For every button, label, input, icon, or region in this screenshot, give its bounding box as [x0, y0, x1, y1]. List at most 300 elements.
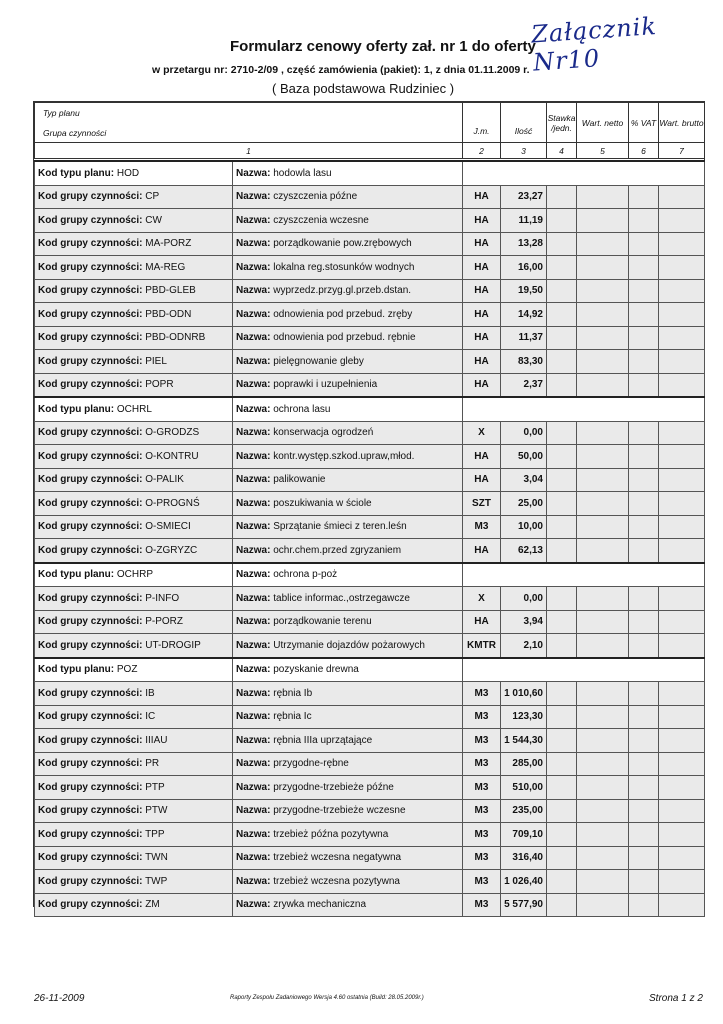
- vat-cell[interactable]: [629, 823, 659, 847]
- vat-cell[interactable]: [629, 893, 659, 917]
- net-value-cell[interactable]: [577, 185, 629, 209]
- rate-cell[interactable]: [547, 515, 577, 539]
- vat-cell[interactable]: [629, 846, 659, 870]
- name-value: Sprzątanie śmieci z teren.leśn: [273, 521, 407, 533]
- rate-cell[interactable]: [547, 279, 577, 303]
- name-cell: [233, 515, 463, 539]
- unit-cell: HA: [463, 209, 501, 233]
- code-cell: [35, 705, 233, 729]
- gross-value-cell[interactable]: [659, 682, 705, 706]
- vat-cell[interactable]: [629, 209, 659, 233]
- code-value: MA-PORZ: [145, 238, 192, 250]
- code-value: O-PALIK: [145, 474, 184, 486]
- unit-cell: HA: [463, 232, 501, 256]
- code-cell: [35, 563, 233, 587]
- name-cell: [233, 610, 463, 634]
- rate-cell[interactable]: [547, 373, 577, 397]
- rate-cell[interactable]: [547, 729, 577, 753]
- activity-group-row: [35, 303, 705, 327]
- name-label: Nazwa:: [236, 450, 271, 462]
- activity-group-row: [35, 752, 705, 776]
- code-value: PTW: [145, 805, 168, 817]
- plan-row-filler: [463, 658, 705, 682]
- code-label: Kod grupy czynności:: [38, 899, 143, 911]
- net-value-cell[interactable]: [577, 373, 629, 397]
- rate-cell[interactable]: [547, 870, 577, 894]
- code-label: Kod grupy czynności:: [38, 734, 143, 746]
- gross-value-cell[interactable]: [659, 326, 705, 350]
- activity-group-row: [35, 445, 705, 469]
- gross-value-cell[interactable]: [659, 256, 705, 280]
- code-label: Kod grupy czynności:: [38, 427, 143, 439]
- name-label: Nazwa:: [236, 191, 271, 203]
- rate-cell[interactable]: [547, 303, 577, 327]
- activity-group-row: [35, 492, 705, 516]
- gross-value-cell[interactable]: [659, 209, 705, 233]
- name-cell: [233, 209, 463, 233]
- vat-cell[interactable]: [629, 185, 659, 209]
- activity-group-row: [35, 515, 705, 539]
- rate-cell[interactable]: [547, 893, 577, 917]
- unit-cell: M3: [463, 705, 501, 729]
- name-cell: [233, 799, 463, 823]
- code-value: IB: [145, 687, 155, 699]
- rate-cell[interactable]: [547, 799, 577, 823]
- net-value-cell[interactable]: [577, 823, 629, 847]
- name-value: pozyskanie drewna: [273, 664, 359, 676]
- rate-cell[interactable]: [547, 256, 577, 280]
- rate-cell[interactable]: [547, 232, 577, 256]
- net-value-cell[interactable]: [577, 870, 629, 894]
- code-value: P-PORZ: [145, 616, 184, 628]
- activity-group-row: [35, 634, 705, 658]
- name-cell: [233, 658, 463, 682]
- activity-group-row: [35, 421, 705, 445]
- code-label: Kod grupy czynności:: [38, 544, 143, 556]
- gross-value-cell[interactable]: [659, 492, 705, 516]
- quantity-cell: 13,28: [501, 232, 547, 256]
- unit-cell: HA: [463, 326, 501, 350]
- name-value: porządkowanie pow.zrębowych: [273, 238, 412, 250]
- net-value-cell[interactable]: [577, 350, 629, 374]
- unit-cell: M3: [463, 870, 501, 894]
- rate-cell[interactable]: [547, 445, 577, 469]
- unit-cell: M3: [463, 515, 501, 539]
- rate-cell[interactable]: [547, 209, 577, 233]
- rate-cell[interactable]: [547, 823, 577, 847]
- name-label: Nazwa:: [236, 828, 271, 840]
- gross-value-cell[interactable]: [659, 799, 705, 823]
- rate-cell[interactable]: [547, 350, 577, 374]
- vat-cell[interactable]: [629, 445, 659, 469]
- name-label: Nazwa:: [236, 899, 271, 911]
- code-cell: [35, 256, 233, 280]
- code-label: Kod grupy czynności:: [38, 214, 143, 226]
- net-value-cell[interactable]: [577, 729, 629, 753]
- rate-cell[interactable]: [547, 705, 577, 729]
- footer-generator: Raporty Zespołu Zadaniowego Wersja 4.60 ostatnia (Build: 28.05.2009r.): [230, 995, 424, 1001]
- name-label: Nazwa:: [236, 474, 271, 486]
- activity-group-row: [35, 468, 705, 492]
- name-label: Nazwa:: [236, 616, 271, 628]
- net-value-cell[interactable]: [577, 209, 629, 233]
- name-label: Nazwa:: [236, 403, 271, 415]
- code-cell: [35, 185, 233, 209]
- code-cell: [35, 752, 233, 776]
- unit-cell: HA: [463, 279, 501, 303]
- rate-cell[interactable]: [547, 610, 577, 634]
- code-value: TWN: [145, 852, 168, 864]
- rate-cell[interactable]: [547, 468, 577, 492]
- vat-cell[interactable]: [629, 776, 659, 800]
- rate-cell[interactable]: [547, 492, 577, 516]
- vat-cell[interactable]: [629, 326, 659, 350]
- gross-value-cell[interactable]: [659, 587, 705, 611]
- quantity-cell: 19,50: [501, 279, 547, 303]
- gross-value-cell[interactable]: [659, 468, 705, 492]
- gross-value-cell[interactable]: [659, 185, 705, 209]
- name-label: Nazwa:: [236, 687, 271, 699]
- code-label: Kod grupy czynności:: [38, 238, 143, 250]
- activity-group-row: [35, 870, 705, 894]
- footer-date: 26-11-2009: [34, 993, 85, 1004]
- gross-value-cell[interactable]: [659, 279, 705, 303]
- gross-value-cell[interactable]: [659, 350, 705, 374]
- gross-value-cell[interactable]: [659, 870, 705, 894]
- activity-group-row: [35, 232, 705, 256]
- activity-group-row: [35, 799, 705, 823]
- vat-cell[interactable]: [629, 870, 659, 894]
- net-value-cell[interactable]: [577, 303, 629, 327]
- code-value: POPR: [145, 379, 174, 391]
- gross-value-cell[interactable]: [659, 823, 705, 847]
- name-cell: [233, 587, 463, 611]
- vat-cell[interactable]: [629, 752, 659, 776]
- name-cell: [233, 823, 463, 847]
- vat-cell[interactable]: [629, 279, 659, 303]
- unit-cell: M3: [463, 823, 501, 847]
- net-value-cell[interactable]: [577, 799, 629, 823]
- code-cell: [35, 209, 233, 233]
- activity-group-row: [35, 846, 705, 870]
- gross-value-cell[interactable]: [659, 539, 705, 563]
- code-cell: [35, 468, 233, 492]
- activity-group-row: [35, 326, 705, 350]
- net-value-cell[interactable]: [577, 326, 629, 350]
- table-header: [34, 102, 705, 159]
- name-value: tablice informac.,ostrzegawcze: [273, 592, 410, 604]
- rate-cell[interactable]: [547, 846, 577, 870]
- code-cell: [35, 350, 233, 374]
- unit-cell: HA: [463, 303, 501, 327]
- name-label: Nazwa:: [236, 711, 271, 723]
- net-value-cell[interactable]: [577, 846, 629, 870]
- gross-value-cell[interactable]: [659, 303, 705, 327]
- unit-cell: SZT: [463, 492, 501, 516]
- rate-cell[interactable]: [547, 185, 577, 209]
- name-cell: [233, 846, 463, 870]
- quantity-cell: 1 026,40: [501, 870, 547, 894]
- quantity-cell: 709,10: [501, 823, 547, 847]
- quantity-cell: 23,27: [501, 185, 547, 209]
- code-label: Kod grupy czynności:: [38, 875, 143, 887]
- code-value: O-SMIECI: [145, 521, 191, 533]
- quantity-cell: 285,00: [501, 752, 547, 776]
- gross-value-cell[interactable]: [659, 232, 705, 256]
- rate-cell[interactable]: [547, 421, 577, 445]
- code-label: Kod grupy czynności:: [38, 828, 143, 840]
- net-value-cell[interactable]: [577, 610, 629, 634]
- code-value: UT-DROGIP: [145, 639, 201, 651]
- code-cell: [35, 492, 233, 516]
- code-value: OCHRL: [116, 403, 152, 415]
- name-label: Nazwa:: [236, 167, 271, 179]
- unit-cell: M3: [463, 752, 501, 776]
- vat-cell[interactable]: [629, 256, 659, 280]
- net-value-cell[interactable]: [577, 893, 629, 917]
- code-value: TWP: [145, 875, 168, 887]
- gross-value-cell[interactable]: [659, 373, 705, 397]
- plan-row-filler: [463, 563, 705, 587]
- code-cell: [35, 445, 233, 469]
- net-value-cell[interactable]: [577, 752, 629, 776]
- gross-value-cell[interactable]: [659, 515, 705, 539]
- plan-type-row: [35, 397, 705, 421]
- activity-group-row: [35, 209, 705, 233]
- quantity-cell: 510,00: [501, 776, 547, 800]
- activity-group-row: [35, 682, 705, 706]
- name-label: Nazwa:: [236, 521, 271, 533]
- name-cell: [233, 752, 463, 776]
- code-label: Kod grupy czynności:: [38, 758, 143, 770]
- name-cell: [233, 539, 463, 563]
- net-value-cell[interactable]: [577, 705, 629, 729]
- code-cell: [35, 279, 233, 303]
- quantity-cell: 2,37: [501, 373, 547, 397]
- vat-cell[interactable]: [629, 634, 659, 658]
- gross-value-cell[interactable]: [659, 634, 705, 658]
- header-jm: J.m.: [463, 103, 501, 143]
- code-value: POZ: [116, 664, 138, 676]
- unit-cell: X: [463, 587, 501, 611]
- net-value-cell[interactable]: [577, 587, 629, 611]
- unit-cell: HA: [463, 445, 501, 469]
- code-label: Kod typu planu:: [38, 167, 115, 179]
- net-value-cell[interactable]: [577, 634, 629, 658]
- code-label: Kod grupy czynności:: [38, 687, 143, 699]
- code-value: PBD-ODN: [145, 308, 192, 320]
- name-cell: [233, 185, 463, 209]
- code-label: Kod grupy czynności:: [38, 521, 143, 533]
- net-value-cell[interactable]: [577, 492, 629, 516]
- vat-cell[interactable]: [629, 610, 659, 634]
- net-value-cell[interactable]: [577, 421, 629, 445]
- quantity-cell: 0,00: [501, 587, 547, 611]
- tender-subtitle: w przetargu nr: 2710-2/09 , część zamówienia (pakiet): 1, z dnia 01.11.2009 r.: [152, 64, 530, 76]
- unit-cell: HA: [463, 256, 501, 280]
- name-label: Nazwa:: [236, 852, 271, 864]
- gross-value-cell[interactable]: [659, 445, 705, 469]
- unit-cell: M3: [463, 799, 501, 823]
- vat-cell[interactable]: [629, 682, 659, 706]
- code-cell: [35, 397, 233, 421]
- gross-value-cell[interactable]: [659, 776, 705, 800]
- name-cell: [233, 492, 463, 516]
- col-number: 6: [629, 143, 659, 159]
- code-cell: [35, 846, 233, 870]
- quantity-cell: 2,10: [501, 634, 547, 658]
- rate-cell[interactable]: [547, 682, 577, 706]
- name-cell: [233, 397, 463, 421]
- code-label: Kod grupy czynności:: [38, 805, 143, 817]
- net-value-cell[interactable]: [577, 515, 629, 539]
- net-value-cell[interactable]: [577, 445, 629, 469]
- name-cell: [233, 350, 463, 374]
- col-number: 2: [463, 143, 501, 159]
- quantity-cell: 62,13: [501, 539, 547, 563]
- code-cell: [35, 587, 233, 611]
- name-label: Nazwa:: [236, 214, 271, 226]
- code-value: PBD-GLEB: [145, 285, 196, 297]
- rate-cell[interactable]: [547, 752, 577, 776]
- vat-cell[interactable]: [629, 729, 659, 753]
- price-table-body: [34, 160, 705, 917]
- name-value: pielęgnowanie gleby: [273, 355, 364, 367]
- net-value-cell[interactable]: [577, 776, 629, 800]
- name-label: Nazwa:: [236, 427, 271, 439]
- name-label: Nazwa:: [236, 592, 271, 604]
- name-cell: [233, 705, 463, 729]
- name-value: porządkowanie terenu: [273, 616, 372, 628]
- name-label: Nazwa:: [236, 664, 271, 676]
- name-value: kontr.występ.szkod.upraw,młod.: [273, 450, 415, 462]
- code-label: Kod grupy czynności:: [38, 332, 143, 344]
- gross-value-cell[interactable]: [659, 752, 705, 776]
- vat-cell[interactable]: [629, 492, 659, 516]
- activity-group-row: [35, 893, 705, 917]
- unit-cell: HA: [463, 468, 501, 492]
- code-label: Kod grupy czynności:: [38, 711, 143, 723]
- price-table-frame: [33, 101, 705, 911]
- name-value: przygodne-trzebieże wczesne: [273, 805, 406, 817]
- rate-cell[interactable]: [547, 634, 577, 658]
- header-ilosc: Ilość: [501, 103, 547, 143]
- vat-cell[interactable]: [629, 373, 659, 397]
- code-value: O-ZGRYZC: [145, 544, 198, 556]
- name-label: Nazwa:: [236, 805, 271, 817]
- vat-cell[interactable]: [629, 350, 659, 374]
- net-value-cell[interactable]: [577, 256, 629, 280]
- code-cell: [35, 610, 233, 634]
- name-cell: [233, 373, 463, 397]
- net-value-cell[interactable]: [577, 279, 629, 303]
- activity-group-row: [35, 823, 705, 847]
- unit-cell: M3: [463, 729, 501, 753]
- code-value: P-INFO: [145, 592, 180, 604]
- vat-cell[interactable]: [629, 232, 659, 256]
- net-value-cell[interactable]: [577, 539, 629, 563]
- rate-cell[interactable]: [547, 326, 577, 350]
- col-number: 7: [659, 143, 705, 159]
- name-value: lokalna reg.stosunków wodnych: [273, 261, 415, 273]
- vat-cell[interactable]: [629, 515, 659, 539]
- rate-cell[interactable]: [547, 776, 577, 800]
- vat-cell[interactable]: [629, 421, 659, 445]
- gross-value-cell[interactable]: [659, 893, 705, 917]
- name-value: ochrona p-poż: [273, 569, 338, 581]
- net-value-cell[interactable]: [577, 232, 629, 256]
- name-value: trzebież późna pozytywna: [273, 828, 389, 840]
- name-value: przygodne-trzebieże późne: [273, 781, 394, 793]
- rate-cell[interactable]: [547, 587, 577, 611]
- name-label: Nazwa:: [236, 332, 271, 344]
- activity-group-row: [35, 587, 705, 611]
- net-value-cell[interactable]: [577, 682, 629, 706]
- rate-cell[interactable]: [547, 539, 577, 563]
- name-label: Nazwa:: [236, 781, 271, 793]
- name-value: wyprzedz.przyg.gl.przeb.dstan.: [273, 285, 412, 297]
- vat-cell[interactable]: [629, 705, 659, 729]
- code-cell: [35, 729, 233, 753]
- quantity-cell: 1 010,60: [501, 682, 547, 706]
- code-value: PIEL: [145, 355, 167, 367]
- quantity-cell: 3,94: [501, 610, 547, 634]
- vat-cell[interactable]: [629, 799, 659, 823]
- name-label: Nazwa:: [236, 569, 271, 581]
- vat-cell[interactable]: [629, 468, 659, 492]
- code-cell: [35, 539, 233, 563]
- name-cell: [233, 161, 463, 185]
- vat-cell[interactable]: [629, 539, 659, 563]
- name-cell: [233, 256, 463, 280]
- vat-cell[interactable]: [629, 587, 659, 611]
- unit-cell: X: [463, 421, 501, 445]
- gross-value-cell[interactable]: [659, 846, 705, 870]
- code-cell: [35, 658, 233, 682]
- name-value: konserwacja ogrodzeń: [273, 427, 374, 439]
- quantity-cell: 25,00: [501, 492, 547, 516]
- code-value: HOD: [116, 167, 140, 179]
- col-number: 3: [501, 143, 547, 159]
- gross-value-cell[interactable]: [659, 421, 705, 445]
- code-value: O-GRODZS: [145, 427, 200, 439]
- header-vat: % VAT: [629, 103, 659, 143]
- name-value: Utrzymanie dojazdów pożarowych: [273, 639, 425, 651]
- code-cell: [35, 232, 233, 256]
- name-value: rębnia IIIa uprzątające: [273, 734, 373, 746]
- code-value: IC: [145, 711, 156, 723]
- unit-cell: HA: [463, 610, 501, 634]
- code-label: Kod grupy czynności:: [38, 285, 143, 297]
- name-cell: [233, 893, 463, 917]
- name-label: Nazwa:: [236, 238, 271, 250]
- gross-value-cell[interactable]: [659, 610, 705, 634]
- code-label: Kod grupy czynności:: [38, 261, 143, 273]
- plan-row-filler: [463, 397, 705, 421]
- code-cell: [35, 682, 233, 706]
- header-typ-planu: Typ planu: [43, 107, 80, 118]
- name-value: ochr.chem.przed zgryzaniem: [273, 544, 402, 556]
- plan-type-row: [35, 658, 705, 682]
- name-cell: [233, 563, 463, 587]
- code-label: Kod grupy czynności:: [38, 497, 143, 509]
- unit-cell: HA: [463, 373, 501, 397]
- gross-value-cell[interactable]: [659, 705, 705, 729]
- vat-cell[interactable]: [629, 303, 659, 327]
- net-value-cell[interactable]: [577, 468, 629, 492]
- gross-value-cell[interactable]: [659, 729, 705, 753]
- name-value: hodowla lasu: [273, 167, 332, 179]
